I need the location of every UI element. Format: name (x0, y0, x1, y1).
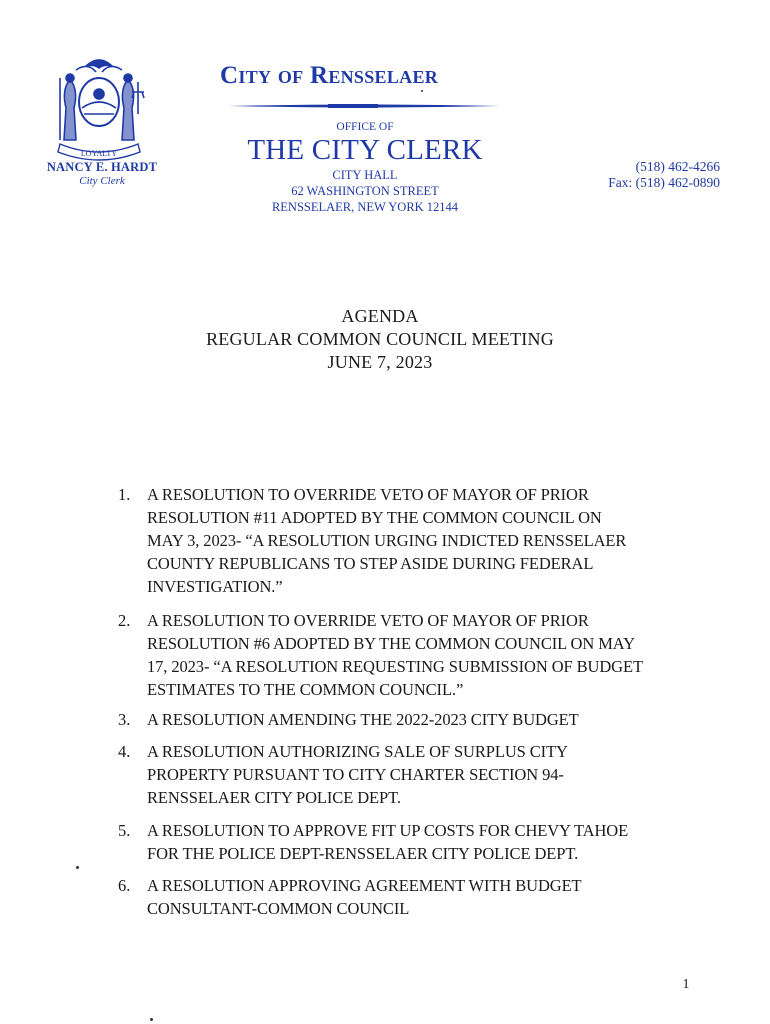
meeting-name: REGULAR COMMON COUNCIL MEETING (206, 329, 554, 349)
agenda-item-line: MAY 3, 2023- “A RESOLUTION URGING INDICTED RENSSELAER (147, 531, 627, 550)
fax-number: Fax: (518) 462-0890 (608, 175, 720, 190)
agenda-item-line: COUNTY REPUBLICANS TO STEP ASIDE DURING FEDERAL (147, 554, 594, 573)
agenda-item-line: CONSULTANT-COMMON COUNCIL (147, 899, 410, 918)
agenda-item-line: RESOLUTION #6 ADOPTED BY THE COMMON COUNCIL ON MAY (147, 634, 635, 653)
agenda-item-number: 4. (118, 742, 131, 761)
agenda-item-line: RESOLUTION #11 ADOPTED BY THE COMMON COUNCIL ON (147, 508, 602, 527)
address-line-1: CITY HALL (332, 168, 398, 182)
address-line-3: RENSSELAER, NEW YORK 12144 (271, 200, 459, 214)
letterhead-divider (228, 102, 500, 110)
agenda-item-line: A RESOLUTION TO OVERRIDE VETO OF MAYOR OF PRIOR (147, 611, 589, 630)
clerk-name: NANCY E. HARDT (46, 160, 158, 174)
meeting-date: JUNE 7, 2023 (327, 352, 433, 372)
agenda-item-number: 6. (118, 876, 131, 895)
new-york-state-seal-icon (46, 52, 152, 164)
agenda-item-line: 17, 2023- “A RESOLUTION REQUESTING SUBMISSION OF BUDGET (147, 657, 643, 676)
agenda-item-line: A RESOLUTION TO OVERRIDE VETO OF MAYOR OF PRIOR (147, 485, 589, 504)
agenda-item-line: A RESOLUTION AUTHORIZING SALE OF SURPLUS CITY (147, 742, 568, 761)
seal-motto: LOYALTY (80, 149, 118, 158)
agenda-item-number: 1. (118, 485, 131, 504)
agenda-item-line: RENSSELAER CITY POLICE DEPT. (147, 788, 401, 807)
city-name-heading: City of Rensselaer (220, 62, 439, 89)
scan-speck (421, 90, 423, 92)
agenda-item-line: A RESOLUTION AMENDING THE 2022-2023 CITY BUDGET (147, 710, 579, 729)
agenda-item-number: 5. (118, 821, 131, 840)
agenda-item-line: A RESOLUTION TO APPROVE FIT UP COSTS FOR CHEVY TAHOE (147, 821, 629, 840)
scan-speck (76, 866, 79, 869)
office-name-heading: THE CITY CLERK (247, 134, 483, 166)
agenda-item-number: 3. (118, 710, 131, 729)
office-of-label: OFFICE OF (336, 121, 394, 133)
agenda-title: AGENDA (341, 306, 419, 326)
agenda-item-line: FOR THE POLICE DEPT-RENSSELAER CITY POLICE DEPT. (147, 844, 579, 863)
page-number: 1 (682, 977, 690, 992)
agenda-item-line: PROPERTY PURSUANT TO CITY CHARTER SECTION 94- (147, 765, 564, 784)
phone-number: (518) 462-4266 (635, 159, 720, 174)
agenda-item-line: ESTIMATES TO THE COMMON COUNCIL.” (147, 680, 464, 699)
agenda-item-line: A RESOLUTION APPROVING AGREEMENT WITH BUDGET (147, 876, 582, 895)
agenda-item-line: INVESTIGATION.” (147, 577, 283, 596)
address-line-2: 62 WASHINGTON STREET (291, 184, 439, 198)
scan-speck (150, 1018, 153, 1021)
clerk-title: City Clerk (79, 175, 125, 187)
agenda-item-number: 2. (118, 611, 131, 630)
